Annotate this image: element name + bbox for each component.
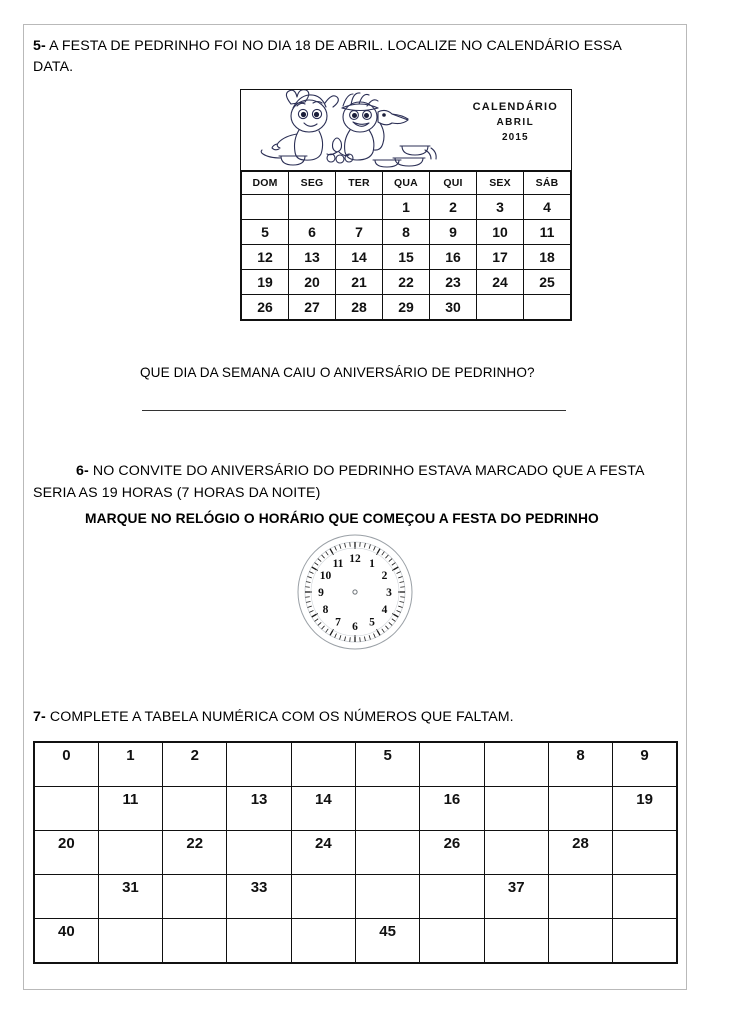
number-cell-filled[interactable]: 1 bbox=[98, 742, 162, 787]
clock-numeral: 8 bbox=[322, 604, 329, 617]
calendar-empty-cell bbox=[524, 295, 571, 320]
number-cell-filled[interactable]: 5 bbox=[355, 742, 419, 787]
number-table-body bbox=[34, 742, 677, 963]
question-7-text: COMPLETE A TABELA NUMÉRICA COM OS NÚMEROS QUE FALTAM. bbox=[45, 709, 514, 725]
calendar-day-cell[interactable]: 15 bbox=[383, 245, 430, 270]
number-table-row bbox=[34, 875, 677, 919]
calendar-day-cell[interactable]: 24 bbox=[477, 270, 524, 295]
calendar-week-row bbox=[242, 270, 571, 295]
number-cell-blank[interactable] bbox=[484, 919, 548, 964]
clock-numeral: 10 bbox=[319, 570, 332, 583]
calendar-day-cell[interactable]: 3 bbox=[477, 195, 524, 220]
calendar-day-cell[interactable]: 20 bbox=[289, 270, 336, 295]
calendar-weekday: DOM bbox=[242, 172, 289, 195]
number-cell-blank[interactable] bbox=[227, 919, 291, 964]
question-5-text: A FESTA DE PEDRINHO FOI NO DIA 18 DE ABRIL. LOCALIZE NO CALENDÁRIO ESSA DATA. bbox=[33, 38, 622, 75]
calendar-grid bbox=[241, 171, 571, 320]
clock-numeral: 1 bbox=[369, 557, 375, 570]
number-table-row bbox=[34, 742, 677, 787]
number-cell-blank[interactable] bbox=[291, 742, 355, 787]
calendar-day-cell[interactable]: 23 bbox=[430, 270, 477, 295]
number-cell-blank[interactable] bbox=[484, 787, 548, 831]
clock-numeral: 11 bbox=[332, 557, 344, 570]
calendar-weekday: SEX bbox=[477, 172, 524, 195]
number-cell-blank[interactable] bbox=[548, 875, 612, 919]
clock-numeral: 2 bbox=[381, 570, 388, 583]
clock-center-pin bbox=[353, 590, 357, 594]
question-7-statement bbox=[33, 709, 653, 725]
number-cell-blank[interactable] bbox=[291, 919, 355, 964]
calendar-day-cell[interactable]: 22 bbox=[383, 270, 430, 295]
number-cell-filled[interactable]: 22 bbox=[163, 831, 227, 875]
question-6-text: NO CONVITE DO ANIVERSÁRIO DO PEDRINHO ESTAVA MARCADO QUE A FESTA SERIA AS 19 HORAS (7 HORAS DA NOITE) bbox=[33, 463, 644, 501]
calendar-empty-cell bbox=[336, 195, 383, 220]
calendar-weekday: SÁB bbox=[524, 172, 571, 195]
number-table-row bbox=[34, 787, 677, 831]
calendar-day-cell[interactable]: 28 bbox=[336, 295, 383, 320]
calendar-day-cell[interactable]: 2 bbox=[430, 195, 477, 220]
number-table[interactable] bbox=[33, 741, 678, 964]
clock-numeral: 5 bbox=[369, 616, 375, 629]
number-cell-blank[interactable] bbox=[98, 919, 162, 964]
analog-clock-svg[interactable] bbox=[296, 533, 414, 651]
calendar-title-line-1: CALENDÁRIO bbox=[472, 101, 558, 113]
number-cell-blank[interactable] bbox=[548, 919, 612, 964]
number-cell-blank[interactable] bbox=[355, 831, 419, 875]
calendar-april-2015 bbox=[240, 89, 572, 321]
number-cell-filled[interactable]: 28 bbox=[548, 831, 612, 875]
question-6-number: 6- bbox=[76, 463, 89, 479]
calendar-day-cell[interactable]: 16 bbox=[430, 245, 477, 270]
number-cell-filled[interactable]: 24 bbox=[291, 831, 355, 875]
number-cell-filled[interactable]: 14 bbox=[291, 787, 355, 831]
number-cell-blank[interactable] bbox=[34, 787, 98, 831]
calendar-day-cell[interactable]: 17 bbox=[477, 245, 524, 270]
number-cell-filled[interactable]: 9 bbox=[613, 742, 677, 787]
number-cell-blank[interactable] bbox=[484, 742, 548, 787]
number-cell-blank[interactable] bbox=[355, 875, 419, 919]
number-cell-filled[interactable]: 2 bbox=[163, 742, 227, 787]
number-cell-blank[interactable] bbox=[98, 831, 162, 875]
question-5-number: 5- bbox=[33, 38, 46, 54]
number-cell-filled[interactable]: 31 bbox=[98, 875, 162, 919]
number-cell-blank[interactable] bbox=[420, 875, 484, 919]
calendar-title-line-3: 2015 bbox=[502, 132, 529, 143]
clock-numeral: 9 bbox=[318, 587, 324, 600]
calendar-day-cell[interactable]: 6 bbox=[289, 220, 336, 245]
calendar-weekday-header bbox=[242, 172, 571, 195]
calendar-weekday: SEG bbox=[289, 172, 336, 195]
clock-face[interactable] bbox=[296, 533, 414, 651]
number-cell-filled[interactable]: 8 bbox=[548, 742, 612, 787]
calendar-day-cell[interactable]: 25 bbox=[524, 270, 571, 295]
number-cell-blank[interactable] bbox=[484, 831, 548, 875]
number-cell-blank[interactable] bbox=[613, 831, 677, 875]
calendar-day-cell[interactable]: 30 bbox=[430, 295, 477, 320]
calendar-empty-cell bbox=[242, 195, 289, 220]
number-cell-filled[interactable]: 45 bbox=[355, 919, 419, 964]
calendar-weekday: TER bbox=[336, 172, 383, 195]
number-cell-filled[interactable]: 40 bbox=[34, 919, 98, 964]
number-cell-blank[interactable] bbox=[291, 875, 355, 919]
clock-numeral: 6 bbox=[352, 621, 358, 634]
calendar-weekday: QUA bbox=[383, 172, 430, 195]
number-cell-filled[interactable]: 13 bbox=[227, 787, 291, 831]
calendar-weekday: QUI bbox=[430, 172, 477, 195]
calendar-week-row bbox=[242, 195, 571, 220]
calendar-day-cell[interactable]: 18 bbox=[524, 245, 571, 270]
number-cell-filled[interactable]: 37 bbox=[484, 875, 548, 919]
question-7-number: 7- bbox=[33, 709, 46, 725]
number-table-row bbox=[34, 919, 677, 964]
number-cell-blank[interactable] bbox=[548, 787, 612, 831]
number-cell-filled[interactable]: 20 bbox=[34, 831, 98, 875]
clock-numeral: 3 bbox=[386, 587, 392, 600]
number-cell-blank[interactable] bbox=[163, 919, 227, 964]
number-cell-blank[interactable] bbox=[613, 875, 677, 919]
calendar-week-row bbox=[242, 220, 571, 245]
calendar-day-cell[interactable]: 26 bbox=[242, 295, 289, 320]
question-5-statement bbox=[33, 36, 653, 78]
number-cell-blank[interactable] bbox=[163, 787, 227, 831]
number-cell-filled[interactable]: 26 bbox=[420, 831, 484, 875]
number-cell-filled[interactable]: 19 bbox=[613, 787, 677, 831]
number-cell-filled[interactable]: 33 bbox=[227, 875, 291, 919]
question-5-sub-question: QUE DIA DA SEMANA CAIU O ANIVERSÁRIO DE PEDRINHO? bbox=[140, 365, 535, 380]
question-6-sub-question: MARQUE NO RELÓGIO O HORÁRIO QUE COMEÇOU A FESTA DO PEDRINHO bbox=[85, 511, 599, 526]
calendar-day-cell[interactable]: 13 bbox=[289, 245, 336, 270]
calendar-day-cell[interactable]: 1 bbox=[383, 195, 430, 220]
calendar-day-cell[interactable]: 7 bbox=[336, 220, 383, 245]
calendar-day-cell[interactable]: 10 bbox=[477, 220, 524, 245]
number-cell-blank[interactable] bbox=[163, 875, 227, 919]
calendar-day-cell[interactable]: 5 bbox=[242, 220, 289, 245]
calendar-day-cell[interactable]: 27 bbox=[289, 295, 336, 320]
calendar-day-cell[interactable]: 29 bbox=[383, 295, 430, 320]
number-cell-filled[interactable]: 11 bbox=[98, 787, 162, 831]
calendar-day-cell[interactable]: 4 bbox=[524, 195, 571, 220]
calendar-empty-cell bbox=[289, 195, 336, 220]
calendar-empty-cell bbox=[477, 295, 524, 320]
number-cell-blank[interactable] bbox=[613, 919, 677, 964]
question-5-answer-line[interactable] bbox=[142, 410, 566, 411]
calendar-title bbox=[473, 100, 558, 145]
calendar-weeks bbox=[242, 195, 571, 320]
number-cell-filled[interactable]: 16 bbox=[420, 787, 484, 831]
number-cell-blank[interactable] bbox=[227, 831, 291, 875]
calendar-title-line-2: ABRIL bbox=[496, 117, 535, 128]
clock-numeral: 4 bbox=[381, 604, 388, 617]
number-cell-blank[interactable] bbox=[420, 919, 484, 964]
number-cell-filled[interactable]: 0 bbox=[34, 742, 98, 787]
calendar-day-cell[interactable]: 21 bbox=[336, 270, 383, 295]
question-6-statement bbox=[33, 460, 673, 504]
calendar-day-cell[interactable]: 14 bbox=[336, 245, 383, 270]
number-cell-blank[interactable] bbox=[355, 787, 419, 831]
number-cell-blank[interactable] bbox=[34, 875, 98, 919]
number-table-row bbox=[34, 831, 677, 875]
calendar-day-cell[interactable]: 8 bbox=[383, 220, 430, 245]
clock-numeral: 7 bbox=[335, 616, 341, 629]
calendar-day-cell[interactable]: 9 bbox=[430, 220, 477, 245]
calendar-week-row bbox=[242, 245, 571, 270]
kids-cooking-illustration bbox=[247, 90, 477, 170]
calendar-week-row bbox=[242, 295, 571, 320]
calendar-day-cell[interactable]: 12 bbox=[242, 245, 289, 270]
calendar-header-art bbox=[241, 90, 571, 171]
calendar-day-cell[interactable]: 19 bbox=[242, 270, 289, 295]
number-cell-blank[interactable] bbox=[420, 742, 484, 787]
number-cell-blank[interactable] bbox=[227, 742, 291, 787]
calendar-day-cell[interactable]: 11 bbox=[524, 220, 571, 245]
clock-numeral: 12 bbox=[349, 553, 361, 566]
